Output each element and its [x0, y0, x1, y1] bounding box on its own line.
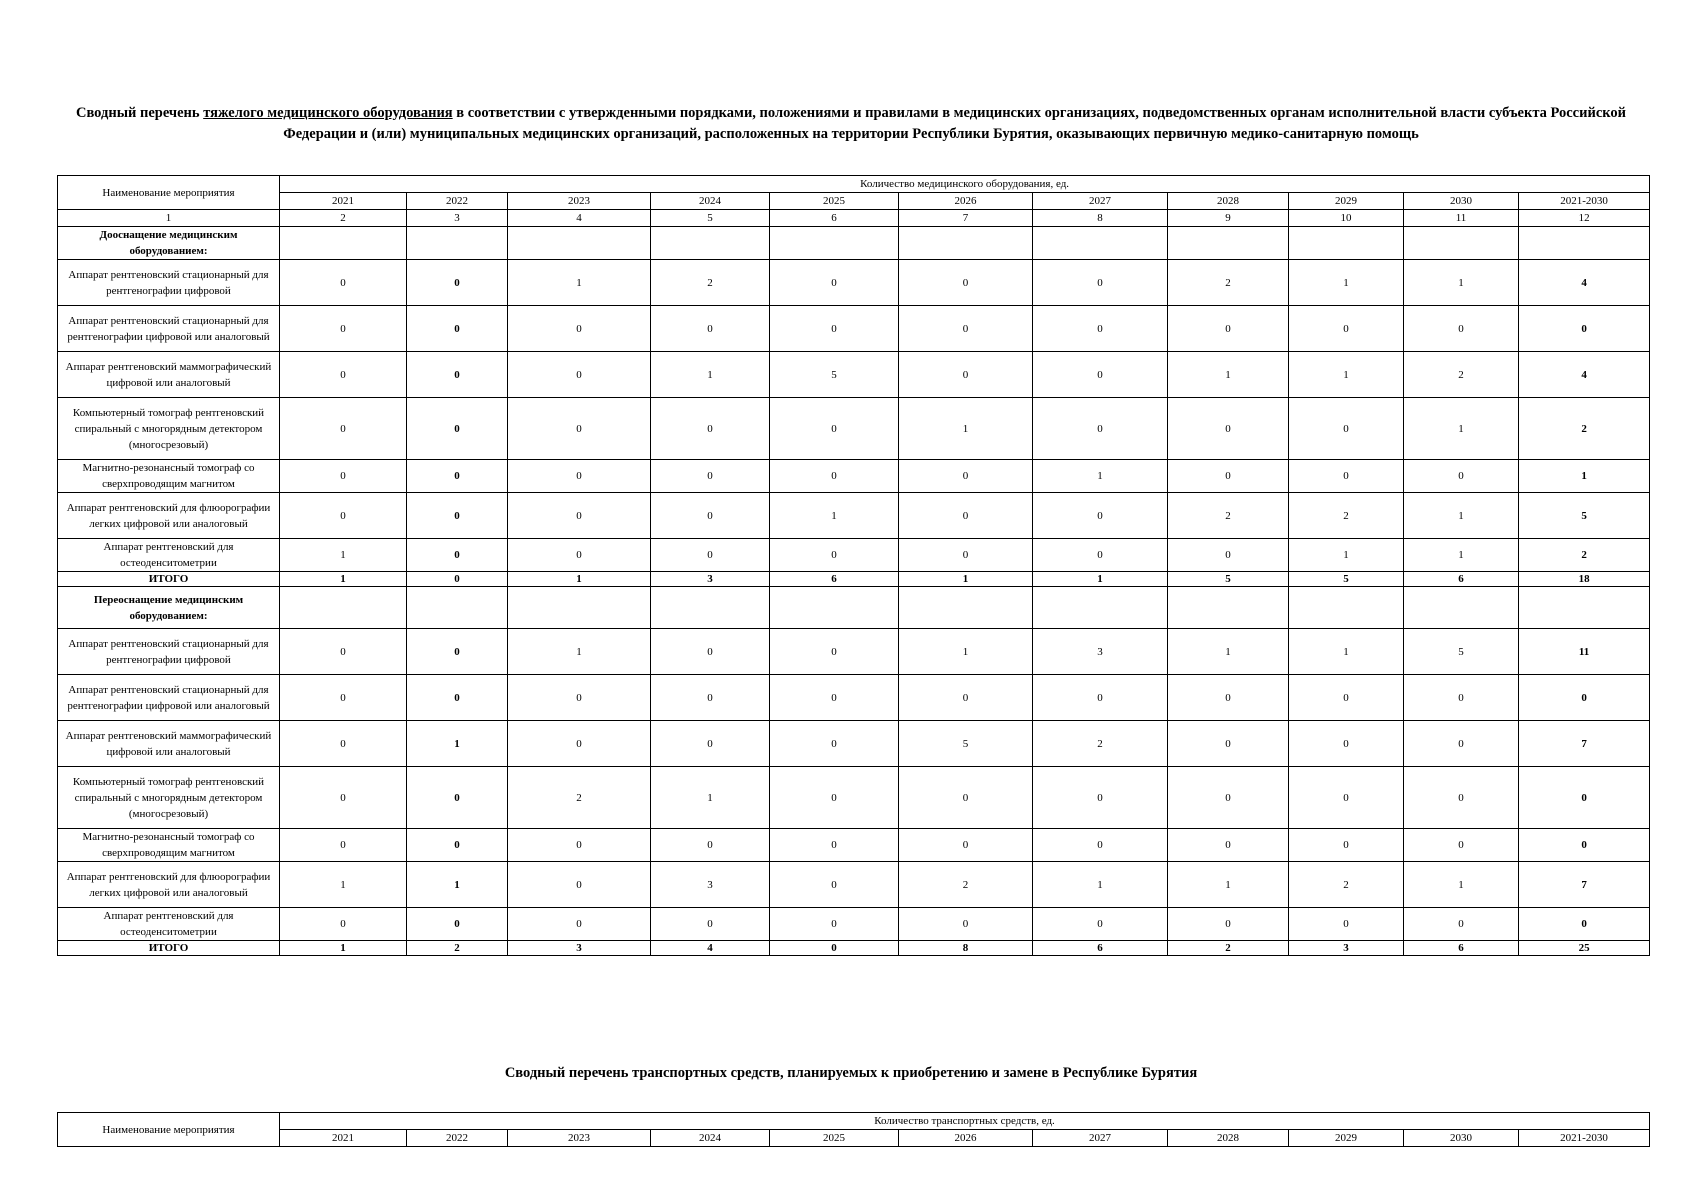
- value-cell: 1: [1168, 629, 1289, 675]
- empty-cell: [770, 587, 899, 629]
- value-cell: 0: [407, 539, 508, 572]
- value-cell: 0: [651, 908, 770, 941]
- empty-cell: [899, 227, 1033, 260]
- column-number: 9: [1168, 210, 1289, 227]
- value-cell: 0: [280, 352, 407, 398]
- value-cell: 1: [1404, 862, 1519, 908]
- vehicles-name-column-header: Наименование мероприятия: [58, 1113, 280, 1147]
- value-cell: 0: [899, 767, 1033, 829]
- total-value: 0: [407, 572, 508, 587]
- empty-cell: [770, 227, 899, 260]
- total-value-cell: 2: [1519, 539, 1650, 572]
- value-cell: 1: [651, 352, 770, 398]
- total-value-cell: 0: [1519, 306, 1650, 352]
- value-cell: 0: [770, 675, 899, 721]
- total-value: 25: [1519, 941, 1650, 956]
- value-cell: 0: [280, 829, 407, 862]
- value-cell: 2: [651, 260, 770, 306]
- value-cell: 0: [770, 460, 899, 493]
- table-row: [58, 398, 1650, 460]
- total-value: 2: [1168, 941, 1289, 956]
- equipment-table-body: [58, 227, 1650, 956]
- value-cell: 1: [508, 629, 651, 675]
- value-cell: 0: [1168, 539, 1289, 572]
- value-cell: 0: [1168, 306, 1289, 352]
- value-cell: 0: [651, 493, 770, 539]
- value-cell: 0: [770, 908, 899, 941]
- empty-cell: [1168, 227, 1289, 260]
- value-cell: 0: [508, 675, 651, 721]
- vehicles-year-header: 2021-2030: [1519, 1130, 1650, 1147]
- value-cell: 1: [770, 493, 899, 539]
- value-cell: 0: [407, 629, 508, 675]
- value-cell: 0: [1033, 675, 1168, 721]
- vehicles-year-header: 2023: [508, 1130, 651, 1147]
- table-header-row-years: [58, 193, 1650, 210]
- empty-cell: [1033, 227, 1168, 260]
- total-value: 6: [1404, 941, 1519, 956]
- table-row: [58, 352, 1650, 398]
- year-header: 2021: [280, 193, 407, 210]
- total-value-cell: 0: [1519, 675, 1650, 721]
- value-cell: 0: [508, 398, 651, 460]
- value-cell: 0: [407, 460, 508, 493]
- value-cell: 1: [899, 398, 1033, 460]
- value-cell: 0: [407, 493, 508, 539]
- total-value-cell: 2: [1519, 398, 1650, 460]
- value-cell: 1: [1404, 260, 1519, 306]
- total-value: 5: [1289, 572, 1404, 587]
- value-cell: 0: [770, 767, 899, 829]
- value-cell: 1: [407, 862, 508, 908]
- value-cell: 1: [1033, 862, 1168, 908]
- total-value-cell: 0: [1519, 908, 1650, 941]
- value-cell: 0: [770, 260, 899, 306]
- equipment-name: Аппарат рентгеновский маммографический цифровой или аналоговый: [58, 352, 280, 398]
- total-value-cell: 4: [1519, 352, 1650, 398]
- value-cell: 0: [508, 829, 651, 862]
- column-number: 12: [1519, 210, 1650, 227]
- column-number: 8: [1033, 210, 1168, 227]
- total-value-cell: 7: [1519, 721, 1650, 767]
- value-cell: 0: [508, 460, 651, 493]
- equipment-table: [57, 175, 1650, 956]
- value-cell: 0: [508, 306, 651, 352]
- value-cell: 0: [1033, 829, 1168, 862]
- table-row: [58, 767, 1650, 829]
- value-cell: 1: [407, 721, 508, 767]
- equipment-name: Аппарат рентгеновский стационарный для рентгенографии цифровой: [58, 629, 280, 675]
- value-cell: 0: [651, 306, 770, 352]
- value-cell: 0: [770, 539, 899, 572]
- empty-cell: [1289, 227, 1404, 260]
- value-cell: 2: [899, 862, 1033, 908]
- value-cell: 0: [508, 539, 651, 572]
- table-row: [58, 908, 1650, 941]
- vehicles-list-title: Сводный перечень транспортных средств, планируемых к приобретению и замене в Республике Бурятия: [504, 1065, 1198, 1081]
- value-cell: 0: [770, 306, 899, 352]
- value-cell: 0: [1404, 460, 1519, 493]
- value-cell: 0: [1033, 767, 1168, 829]
- value-cell: 0: [1033, 398, 1168, 460]
- value-cell: 0: [508, 721, 651, 767]
- equipment-name: Аппарат рентгеновский стационарный для рентгенографии цифровой или аналоговый: [58, 306, 280, 352]
- equipment-list-title: [50, 103, 1652, 145]
- year-header: 2024: [651, 193, 770, 210]
- value-cell: 2: [508, 767, 651, 829]
- value-cell: 0: [770, 721, 899, 767]
- vehicles-year-header: 2030: [1404, 1130, 1519, 1147]
- value-cell: 1: [1289, 629, 1404, 675]
- total-value-cell: 0: [1519, 829, 1650, 862]
- value-cell: 0: [651, 460, 770, 493]
- empty-cell: [1519, 227, 1650, 260]
- column-number: 11: [1404, 210, 1519, 227]
- total-value: 5: [1168, 572, 1289, 587]
- empty-cell: [407, 227, 508, 260]
- total-value: 6: [1033, 941, 1168, 956]
- equipment-name: Аппарат рентгеновский для остеоденситометрии: [58, 539, 280, 572]
- value-cell: 0: [1033, 908, 1168, 941]
- value-cell: 5: [899, 721, 1033, 767]
- value-cell: 0: [1168, 721, 1289, 767]
- vehicles-header-row-group: [58, 1113, 1650, 1130]
- equipment-name: Аппарат рентгеновский маммографический цифровой или аналоговый: [58, 721, 280, 767]
- total-value: 1: [1033, 572, 1168, 587]
- value-cell: 1: [1168, 352, 1289, 398]
- value-cell: 0: [1289, 306, 1404, 352]
- table-row: [58, 539, 1650, 572]
- value-cell: 0: [1404, 829, 1519, 862]
- value-cell: 0: [1033, 306, 1168, 352]
- empty-cell: [651, 587, 770, 629]
- value-cell: 0: [1404, 721, 1519, 767]
- value-cell: 5: [770, 352, 899, 398]
- value-cell: 0: [899, 460, 1033, 493]
- value-cell: 0: [770, 629, 899, 675]
- value-cell: 0: [1289, 908, 1404, 941]
- value-cell: 0: [651, 829, 770, 862]
- value-cell: 0: [1289, 721, 1404, 767]
- equipment-name: Аппарат рентгеновский стационарный для рентгенографии цифровой: [58, 260, 280, 306]
- equipment-name: Магнитно-резонансный томограф со сверхпроводящим магнитом: [58, 460, 280, 493]
- column-number: 3: [407, 210, 508, 227]
- value-cell: 2: [1168, 260, 1289, 306]
- value-cell: 1: [1404, 539, 1519, 572]
- vehicles-year-header: 2025: [770, 1130, 899, 1147]
- value-cell: 0: [280, 306, 407, 352]
- value-cell: 0: [1033, 352, 1168, 398]
- value-cell: 0: [280, 260, 407, 306]
- value-cell: 0: [770, 398, 899, 460]
- column-number: 5: [651, 210, 770, 227]
- column-number: 7: [899, 210, 1033, 227]
- total-value: 3: [651, 572, 770, 587]
- value-cell: 0: [407, 767, 508, 829]
- value-cell: 0: [407, 398, 508, 460]
- value-cell: 0: [1168, 908, 1289, 941]
- value-cell: 0: [770, 862, 899, 908]
- value-cell: 0: [1168, 398, 1289, 460]
- title-underlined-part: тяжелого медицинского оборудования: [203, 105, 453, 121]
- value-cell: 0: [651, 675, 770, 721]
- value-cell: 0: [508, 862, 651, 908]
- value-cell: 0: [407, 352, 508, 398]
- value-cell: 0: [407, 675, 508, 721]
- total-label: ИТОГО: [58, 941, 280, 956]
- value-cell: 0: [1404, 306, 1519, 352]
- total-value-cell: 1: [1519, 460, 1650, 493]
- vehicles-year-header: 2029: [1289, 1130, 1404, 1147]
- table-row: [58, 675, 1650, 721]
- table-row: [58, 306, 1650, 352]
- value-cell: 0: [651, 721, 770, 767]
- value-cell: 0: [899, 306, 1033, 352]
- section-title: Переоснащение медицинским оборудованием:: [58, 587, 280, 629]
- value-cell: 0: [899, 908, 1033, 941]
- name-column-header: Наименование мероприятия: [58, 176, 280, 210]
- vehicles-table: [57, 1112, 1650, 1147]
- equipment-name: Аппарат рентгеновский стационарный для рентгенографии цифровой или аналоговый: [58, 675, 280, 721]
- vehicles-year-header: 2028: [1168, 1130, 1289, 1147]
- value-cell: 0: [1404, 675, 1519, 721]
- vehicles-year-header: 2021: [280, 1130, 407, 1147]
- vehicles-year-header: 2027: [1033, 1130, 1168, 1147]
- value-cell: 0: [280, 493, 407, 539]
- value-cell: 0: [1289, 767, 1404, 829]
- total-value: 6: [1404, 572, 1519, 587]
- table-row: [58, 629, 1650, 675]
- title-part-2: в соответствии с утвержденными порядками, положениями и правилами в медицинских организациях, подведомственных органам исполнительной власти субъекта Российской Федерации и (или) муниципальных медицинских организаций, расположенных на территории Республики Бурятия, оказывающих первичную медико-санитарную помощь: [283, 105, 1627, 142]
- value-cell: 0: [1404, 908, 1519, 941]
- vehicles-quantity-group-header: Количество транспортных средств, ед.: [280, 1113, 1650, 1130]
- equipment-name: Компьютерный томограф рентгеновский спиральный с многорядным детектором (многосрезовый): [58, 398, 280, 460]
- value-cell: 3: [651, 862, 770, 908]
- total-value-cell: 5: [1519, 493, 1650, 539]
- equipment-name: Магнитно-резонансный томограф со сверхпроводящим магнитом: [58, 829, 280, 862]
- value-cell: 0: [280, 721, 407, 767]
- section-header-row: [58, 587, 1650, 629]
- value-cell: 0: [1168, 767, 1289, 829]
- empty-cell: [280, 587, 407, 629]
- value-cell: 0: [1033, 493, 1168, 539]
- column-number: 2: [280, 210, 407, 227]
- value-cell: 5: [1404, 629, 1519, 675]
- value-cell: 0: [1168, 675, 1289, 721]
- value-cell: 1: [280, 539, 407, 572]
- value-cell: 1: [899, 629, 1033, 675]
- value-cell: 1: [1289, 539, 1404, 572]
- value-cell: 0: [899, 829, 1033, 862]
- table-row: [58, 721, 1650, 767]
- value-cell: 0: [899, 260, 1033, 306]
- total-row: [58, 572, 1650, 587]
- value-cell: 0: [407, 829, 508, 862]
- value-cell: 3: [1033, 629, 1168, 675]
- value-cell: 0: [280, 398, 407, 460]
- value-cell: 0: [1033, 539, 1168, 572]
- total-value: 18: [1519, 572, 1650, 587]
- total-value: 8: [899, 941, 1033, 956]
- column-number: 10: [1289, 210, 1404, 227]
- value-cell: 0: [407, 908, 508, 941]
- value-cell: 0: [280, 675, 407, 721]
- total-value: 2: [407, 941, 508, 956]
- value-cell: 1: [1289, 352, 1404, 398]
- total-value: 1: [508, 572, 651, 587]
- total-value-cell: 11: [1519, 629, 1650, 675]
- value-cell: 2: [1289, 862, 1404, 908]
- empty-cell: [899, 587, 1033, 629]
- total-label: ИТОГО: [58, 572, 280, 587]
- column-number: 4: [508, 210, 651, 227]
- section-header-row: [58, 227, 1650, 260]
- value-cell: 1: [1289, 260, 1404, 306]
- value-cell: 0: [1168, 829, 1289, 862]
- value-cell: 0: [508, 493, 651, 539]
- value-cell: 1: [1168, 862, 1289, 908]
- column-number: 1: [58, 210, 280, 227]
- value-cell: 0: [1289, 398, 1404, 460]
- empty-cell: [508, 587, 651, 629]
- value-cell: 2: [1168, 493, 1289, 539]
- empty-cell: [1404, 587, 1519, 629]
- value-cell: 1: [1033, 460, 1168, 493]
- total-value: 1: [280, 572, 407, 587]
- vehicles-year-header: 2022: [407, 1130, 508, 1147]
- value-cell: 0: [899, 352, 1033, 398]
- table-row: [58, 493, 1650, 539]
- value-cell: 0: [651, 629, 770, 675]
- value-cell: 0: [407, 306, 508, 352]
- year-header: 2026: [899, 193, 1033, 210]
- year-header: 2025: [770, 193, 899, 210]
- value-cell: 0: [280, 767, 407, 829]
- empty-cell: [1033, 587, 1168, 629]
- value-cell: 0: [1289, 829, 1404, 862]
- total-value: 3: [508, 941, 651, 956]
- value-cell: 0: [1289, 460, 1404, 493]
- column-number: 6: [770, 210, 899, 227]
- equipment-name: Аппарат рентгеновский для флюорографии легких цифровой или аналоговый: [58, 493, 280, 539]
- value-cell: 2: [1289, 493, 1404, 539]
- value-cell: 0: [899, 493, 1033, 539]
- empty-cell: [651, 227, 770, 260]
- empty-cell: [1519, 587, 1650, 629]
- total-value: 4: [651, 941, 770, 956]
- value-cell: 0: [651, 398, 770, 460]
- total-row: [58, 941, 1650, 956]
- value-cell: 0: [280, 908, 407, 941]
- column-number-row: [58, 210, 1650, 227]
- value-cell: 0: [1404, 767, 1519, 829]
- value-cell: 1: [508, 260, 651, 306]
- value-cell: 0: [651, 539, 770, 572]
- empty-cell: [280, 227, 407, 260]
- value-cell: 1: [1404, 398, 1519, 460]
- value-cell: 0: [280, 460, 407, 493]
- value-cell: 0: [1033, 260, 1168, 306]
- year-header: 2023: [508, 193, 651, 210]
- year-header: 2030: [1404, 193, 1519, 210]
- value-cell: 0: [770, 829, 899, 862]
- equipment-name: Аппарат рентгеновский для остеоденситометрии: [58, 908, 280, 941]
- value-cell: 1: [1404, 493, 1519, 539]
- vehicles-year-header: 2026: [899, 1130, 1033, 1147]
- vehicles-header-row-years: [58, 1130, 1650, 1147]
- year-header: 2029: [1289, 193, 1404, 210]
- total-value: 1: [280, 941, 407, 956]
- value-cell: 0: [899, 675, 1033, 721]
- section-title: Дооснащение медицинским оборудованием:: [58, 227, 280, 260]
- value-cell: 0: [1168, 460, 1289, 493]
- table-row: [58, 260, 1650, 306]
- value-cell: 0: [407, 260, 508, 306]
- empty-cell: [1168, 587, 1289, 629]
- value-cell: 1: [280, 862, 407, 908]
- total-value: 0: [770, 941, 899, 956]
- year-header: 2022: [407, 193, 508, 210]
- title-part-1: Сводный перечень: [75, 105, 204, 121]
- empty-cell: [407, 587, 508, 629]
- year-header: 2028: [1168, 193, 1289, 210]
- value-cell: 0: [508, 352, 651, 398]
- empty-cell: [1289, 587, 1404, 629]
- empty-cell: [508, 227, 651, 260]
- value-cell: 2: [1404, 352, 1519, 398]
- equipment-name: Аппарат рентгеновский для флюорографии легких цифровой или аналоговый: [58, 862, 280, 908]
- year-header: 2021-2030: [1519, 193, 1650, 210]
- total-value: 1: [899, 572, 1033, 587]
- value-cell: 0: [280, 629, 407, 675]
- total-value-cell: 7: [1519, 862, 1650, 908]
- year-header: 2027: [1033, 193, 1168, 210]
- table-row: [58, 862, 1650, 908]
- total-value: 3: [1289, 941, 1404, 956]
- table-row: [58, 460, 1650, 493]
- vehicles-year-header: 2024: [651, 1130, 770, 1147]
- total-value-cell: 0: [1519, 767, 1650, 829]
- quantity-group-header: Количество медицинского оборудования, ед.: [280, 176, 1650, 193]
- value-cell: 2: [1033, 721, 1168, 767]
- value-cell: 1: [651, 767, 770, 829]
- total-value: 6: [770, 572, 899, 587]
- value-cell: 0: [508, 908, 651, 941]
- total-value-cell: 4: [1519, 260, 1650, 306]
- value-cell: 0: [899, 539, 1033, 572]
- table-header-row-group: [58, 176, 1650, 193]
- value-cell: 0: [1289, 675, 1404, 721]
- table-row: [58, 829, 1650, 862]
- empty-cell: [1404, 227, 1519, 260]
- equipment-name: Компьютерный томограф рентгеновский спиральный с многорядным детектором (многосрезовый): [58, 767, 280, 829]
